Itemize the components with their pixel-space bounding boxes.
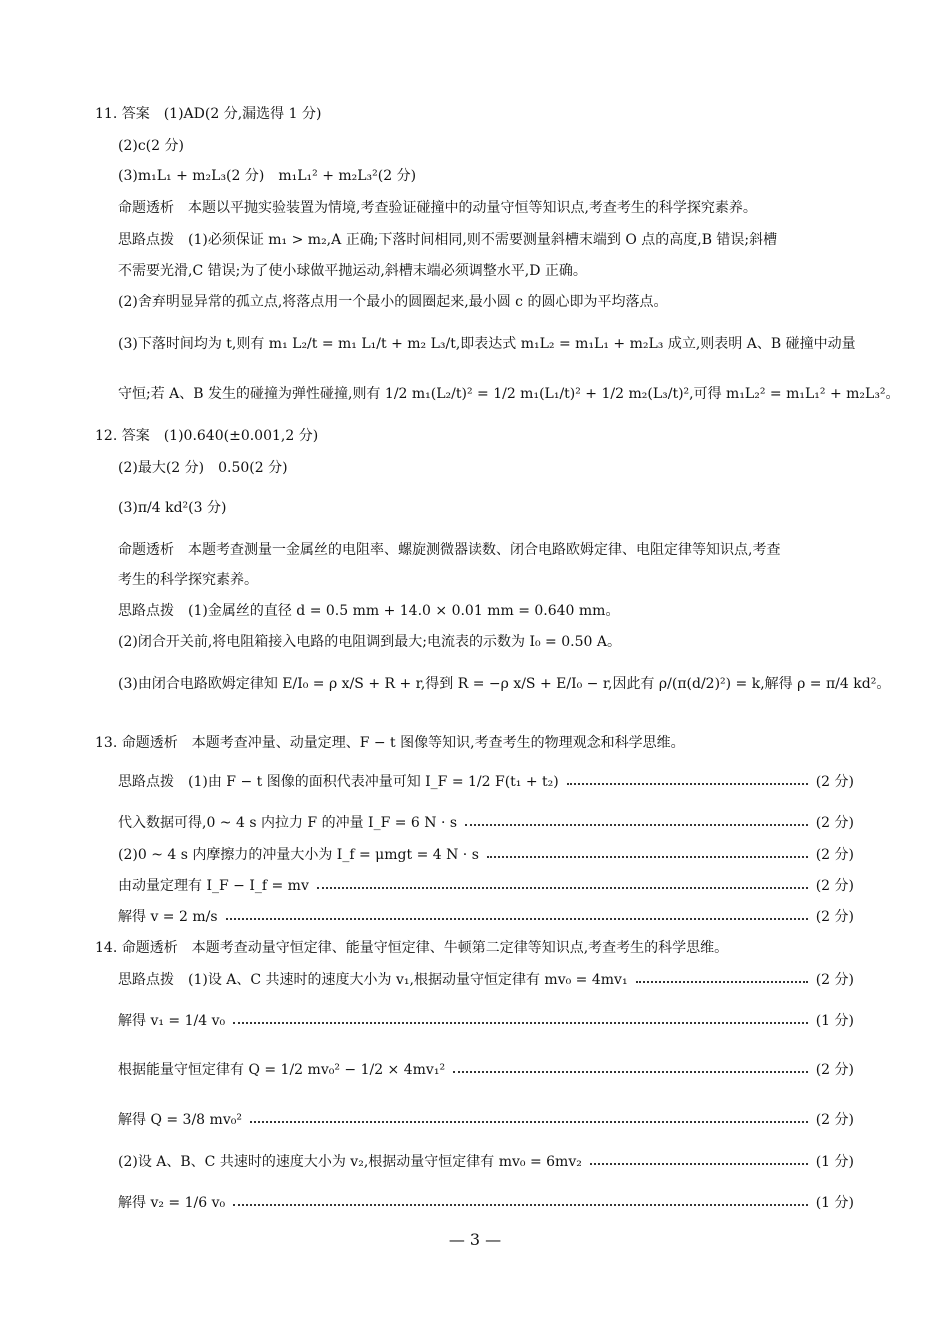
q11-hint-3-cont: 守恒;若 A、B 发生的碰撞为弹性碰撞,则有 1/2 m₁(L₂/t)² = 1/2 m₁(L₁/t)² + 1/2 m₂(L₃/t)²,可得 m₁L₂² = m₁L₁² + m₂L₃²。 [118, 386, 900, 402]
q13-step-5 [118, 907, 854, 927]
q11-answer-part3: (3)m₁L₁ + m₂L₃(2 分) m₁L₁² + m₂L₃²(2 分) [118, 168, 417, 184]
dot-leader [636, 981, 808, 983]
step-text: 根据能量守恒定律有 Q = 1/2 mv₀² − 1/2 × 4mv₁² [118, 1062, 446, 1078]
step-text: (2)0 ~ 4 s 内摩擦力的冲量大小为 I_f = μmgt = 4 N · s [118, 847, 479, 863]
step-points: (2 分) [815, 972, 854, 988]
dot-leader [590, 1163, 808, 1165]
q14-step-4 [118, 1110, 854, 1130]
q11-answer-part2: (2)c(2 分) [118, 138, 184, 154]
step-text: 思路点拨 (1)由 F − t 图像的面积代表冲量可知 I_F = 1/2 F(t₁ + t₂) [118, 774, 559, 790]
q14-step-3 [118, 1060, 854, 1080]
step-text: 解得 Q = 3/8 mv₀² [118, 1112, 242, 1128]
q11-answer-line: 11. 答案 (1)AD(2 分,漏选得 1 分) [95, 106, 322, 122]
q14-step-5 [118, 1152, 854, 1172]
dot-leader [226, 918, 808, 920]
q12-analysis-cont: 考生的科学探究素养。 [118, 572, 258, 588]
dot-leader [233, 1204, 808, 1206]
q11-hint-1-cont: 不需要光滑,C 错误;为了使小球做平抛运动,斜槽末端必须调整水平,D 正确。 [118, 263, 587, 279]
step-points: (2 分) [815, 774, 854, 790]
step-text: (2)设 A、B、C 共速时的速度大小为 v₂,根据动量守恒定律有 mv₀ = 6mv₂ [118, 1154, 582, 1170]
dot-leader [465, 824, 808, 826]
page-number: — 3 — [448, 1230, 502, 1249]
step-text: 解得 v₂ = 1/6 v₀ [118, 1195, 226, 1211]
step-points: (2 分) [815, 1112, 854, 1128]
q12-hint-3: (3)由闭合电路欧姆定律知 E/I₀ = ρ x/S + R + r,得到 R = −ρ x/S + E/I₀ − r,因此有 ρ/(π(d/2)²) = k,解得 ρ = π/4 kd²。 [118, 676, 891, 692]
q14-analysis: 14. 命题透析 本题考查动量守恒定律、能量守恒定律、牛顿第二定律等知识点,考查考生的科学思维。 [95, 940, 729, 956]
q11-hint-3: (3)下落时间均为 t,则有 m₁ L₂/t = m₁ L₁/t + m₂ L₃/t,即表达式 m₁L₂ = m₁L₁ + m₂L₃ 成立,则表明 A、B 碰撞中动量 [118, 336, 856, 352]
q14-step-6 [118, 1193, 854, 1213]
dot-leader [317, 887, 808, 889]
q13-analysis: 13. 命题透析 本题考查冲量、动量定理、F − t 图像等知识,考查考生的物理观念和科学思维。 [95, 735, 685, 751]
step-points: (2 分) [815, 878, 854, 894]
q13-step-4 [118, 876, 854, 896]
dot-leader [453, 1071, 808, 1073]
q13-step-2 [118, 813, 854, 833]
q12-analysis: 命题透析 本题考查测量一金属丝的电阻率、螺旋测微器读数、闭合电路欧姆定律、电阻定律等知识点,考查 [118, 542, 781, 558]
q13-step-3 [118, 845, 854, 865]
dot-leader [567, 783, 808, 785]
q13-step-1 [118, 772, 854, 792]
q12-answer-part3: (3)π/4 kd²(3 分) [118, 500, 227, 516]
q11-hint-1: 思路点拨 (1)必须保证 m₁ > m₂,A 正确;下落时间相同,则不需要测量斜槽末端到 O 点的高度,B 错误;斜槽 [118, 232, 778, 248]
q12-answer-part2: (2)最大(2 分) 0.50(2 分) [118, 460, 288, 476]
dot-leader [250, 1121, 808, 1123]
step-points: (2 分) [815, 909, 854, 925]
dot-leader [487, 856, 808, 858]
step-text: 解得 v = 2 m/s [118, 909, 218, 925]
step-points: (2 分) [815, 847, 854, 863]
step-points: (2 分) [815, 1062, 854, 1078]
step-points: (2 分) [815, 815, 854, 831]
q12-answer-line: 12. 答案 (1)0.640(±0.001,2 分) [95, 428, 319, 444]
step-text: 由动量定理有 I_F − I_f = mv [118, 878, 309, 894]
step-text: 代入数据可得,0 ~ 4 s 内拉力 F 的冲量 I_F = 6 N · s [118, 815, 458, 831]
step-points: (1 分) [815, 1013, 854, 1029]
step-points: (1 分) [815, 1154, 854, 1170]
dot-leader [233, 1022, 808, 1024]
q11-analysis: 命题透析 本题以平抛实验装置为情境,考查验证碰撞中的动量守恒等知识点,考查考生的科学探究素养。 [118, 200, 757, 216]
q14-step-2 [118, 1011, 854, 1031]
q11-hint-2: (2)舍弃明显异常的孤立点,将落点用一个最小的圆圈起来,最小圆 c 的圆心即为平均落点。 [118, 294, 668, 310]
q14-step-1 [118, 970, 854, 990]
q12-hint-1: 思路点拨 (1)金属丝的直径 d = 0.5 mm + 14.0 × 0.01 mm = 0.640 mm。 [118, 603, 620, 619]
step-points: (1 分) [815, 1195, 854, 1211]
step-text: 解得 v₁ = 1/4 v₀ [118, 1013, 226, 1029]
step-text: 思路点拨 (1)设 A、C 共速时的速度大小为 v₁,根据动量守恒定律有 mv₀ = 4mv₁ [118, 972, 628, 988]
q12-hint-2: (2)闭合开关前,将电阻箱接入电路的电阻调到最大;电流表的示数为 I₀ = 0.50 A。 [118, 634, 621, 650]
